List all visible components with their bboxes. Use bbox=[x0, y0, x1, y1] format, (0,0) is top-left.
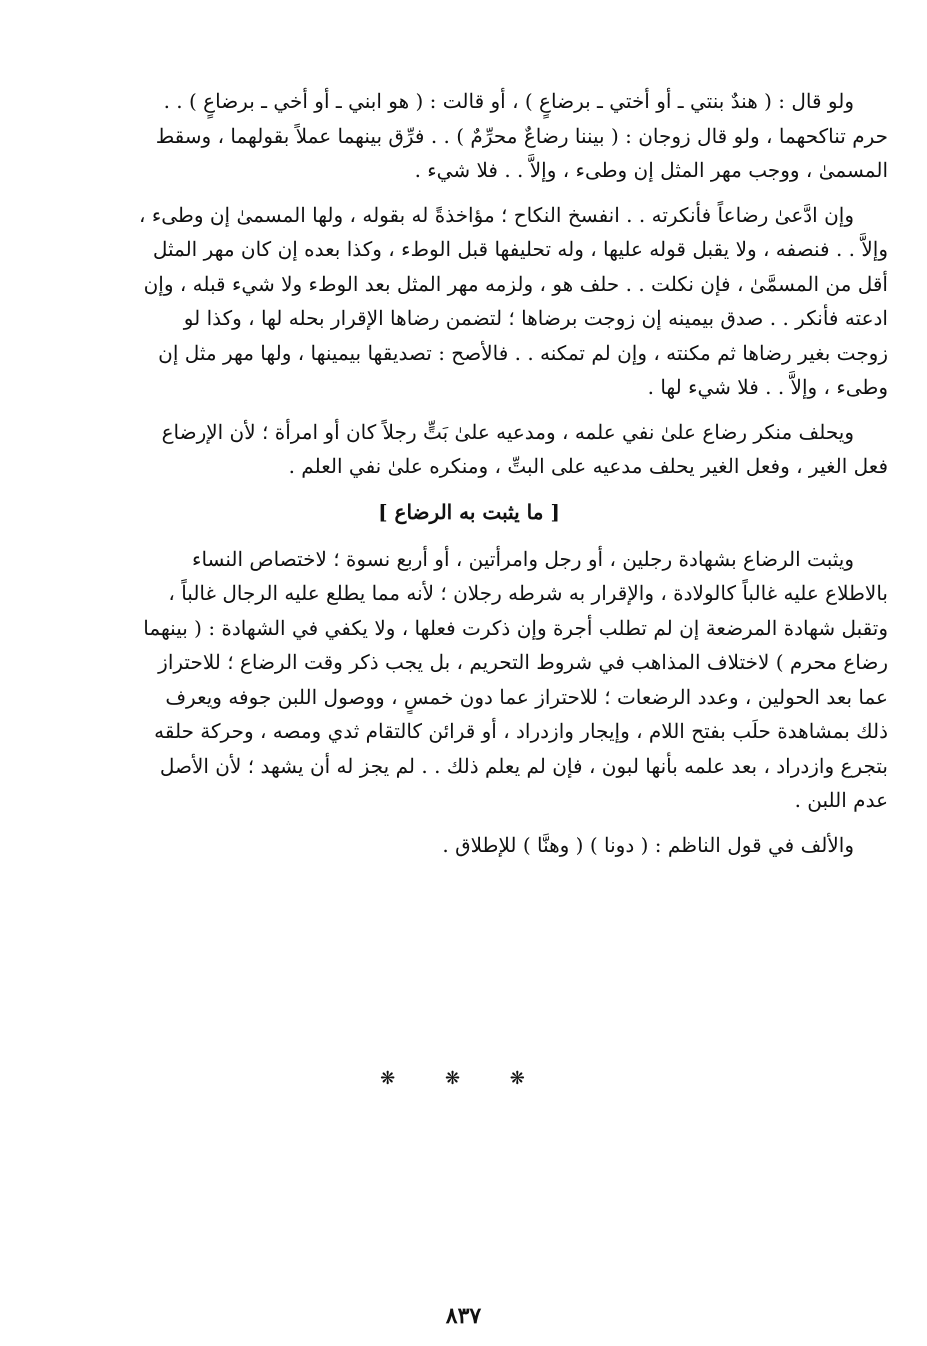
text-line: أقل من المسمَّىٰ ، فإن نكلت . . حلف هو ، ولزمه مهر المثل بعد الوطء ولا شيء قبله ، وإن bbox=[143, 271, 888, 296]
paragraph-5 bbox=[50, 828, 888, 863]
text-line: بتجرع وازدراد ، بعد علمه بأنها لبون ، فإن لم يعلم ذلك . . لم يجز له أن يشهد ؛ لأن الأصل bbox=[159, 753, 888, 778]
text-line: رضاع محرم ) لاختلاف المذاهب في شروط التحريم ، بل يجب ذكر وقت الرضاع ؛ للاحتراز bbox=[158, 650, 888, 674]
paragraph-2 bbox=[50, 198, 888, 405]
page-body bbox=[50, 84, 888, 862]
text-line: وطىء ، وإلاَّ . . فلا شيء لها . bbox=[647, 375, 888, 399]
text-line: وإن ادَّعىٰ رضاعاً فأنكرته . . انفسخ النكاح ؛ مؤاخذةً له بقوله ، ولها المسمىٰ إن وطىء ، bbox=[139, 202, 854, 227]
text-line: ولو قال : ( هندٌ بنتي ـ أو أختي ـ برضاعٍ ) ، أو قالت : ( هو ابني ـ أو أخي ـ برضاعٍ ) . . bbox=[163, 89, 854, 113]
text-line: ذلك بمشاهدة حلَب بفتح اللام ، وإيجار وازدراد ، أو قرائن كالتقام ثدي ومصه ، وحركة حلقه bbox=[154, 719, 888, 743]
text-line: بالاطلاع عليه غالباً كالولادة ، والإقرار به شرطه رجلان ؛ لأنه مما يطلع عليه الرجال غالباً ، bbox=[168, 581, 888, 605]
text-line: ويثبت الرضاع بشهادة رجلين ، أو رجل وامرأتين ، أو أربع نسوة ؛ لاختصاص النساء bbox=[192, 546, 854, 571]
text-line: عما بعد الحولين ، وعدد الرضعات ؛ للاحتراز عما دون خمسٍ ، ووصول اللبن جوفه ويعرف bbox=[165, 684, 888, 709]
section-heading: [ ما يثبت به الرضاع ] bbox=[378, 499, 560, 524]
text-line: وإلاَّ . . فنصفه ، ولا يقبل قوله عليها ، وله تحليفها قبل الوطء ، وكذا بعده إن كان مهر المثل bbox=[152, 237, 888, 261]
text-line: زوجت بغير رضاها ثم مكنته ، وإن لم تمكنه . . فالأصح : تصديقها بيمينها ، ولها مهر مثل إن bbox=[158, 340, 888, 365]
text-line: ادعته فأنكر . . صدق بيمينه إن زوجت برضاها ؛ لتضمن رضاها الإقرار بحله لها ، وكذا لو bbox=[183, 306, 888, 330]
paragraph-3 bbox=[50, 415, 888, 484]
text-line: المسمىٰ ، ووجب مهر المثل إن وطىء ، وإلاَّ . . فلا شيء . bbox=[414, 158, 888, 182]
paragraph-4 bbox=[50, 542, 888, 818]
text-line: ويحلف منكر رضاع علىٰ نفي علمه ، ومدعيه علىٰ بَتٍّ رجلاً كان أو امرأة ؛ لأن الإرضاع bbox=[161, 419, 854, 444]
text-line: وتقبل شهادة المرضعة إن لم تطلب أجرة وإن ذكرت فعلها ، ولا يكفي في الشهادة : ( بينهما bbox=[143, 615, 888, 640]
text-line: حرم تناكحهما ، ولو قال زوجان : ( بيننا رضاعٌ محرِّمٌ ) . . فرِّق بينهما عملاً بقولهما ، وسقط bbox=[155, 123, 888, 148]
section-separator: ❋ ❋ ❋ bbox=[380, 1068, 547, 1089]
paragraph-1 bbox=[50, 84, 888, 188]
page-number: ٨٣٧ bbox=[445, 1303, 482, 1329]
text-line: والألف في قول الناظم : ( دونا ) ( وهنَّا ) للإطلاق . bbox=[442, 832, 854, 857]
text-line: عدم اللبن . bbox=[794, 788, 888, 812]
text-line: فعل الغير ، وفعل الغير يحلف مدعيه على البتِّ ، ومنكره علىٰ نفي العلم . bbox=[288, 454, 888, 478]
